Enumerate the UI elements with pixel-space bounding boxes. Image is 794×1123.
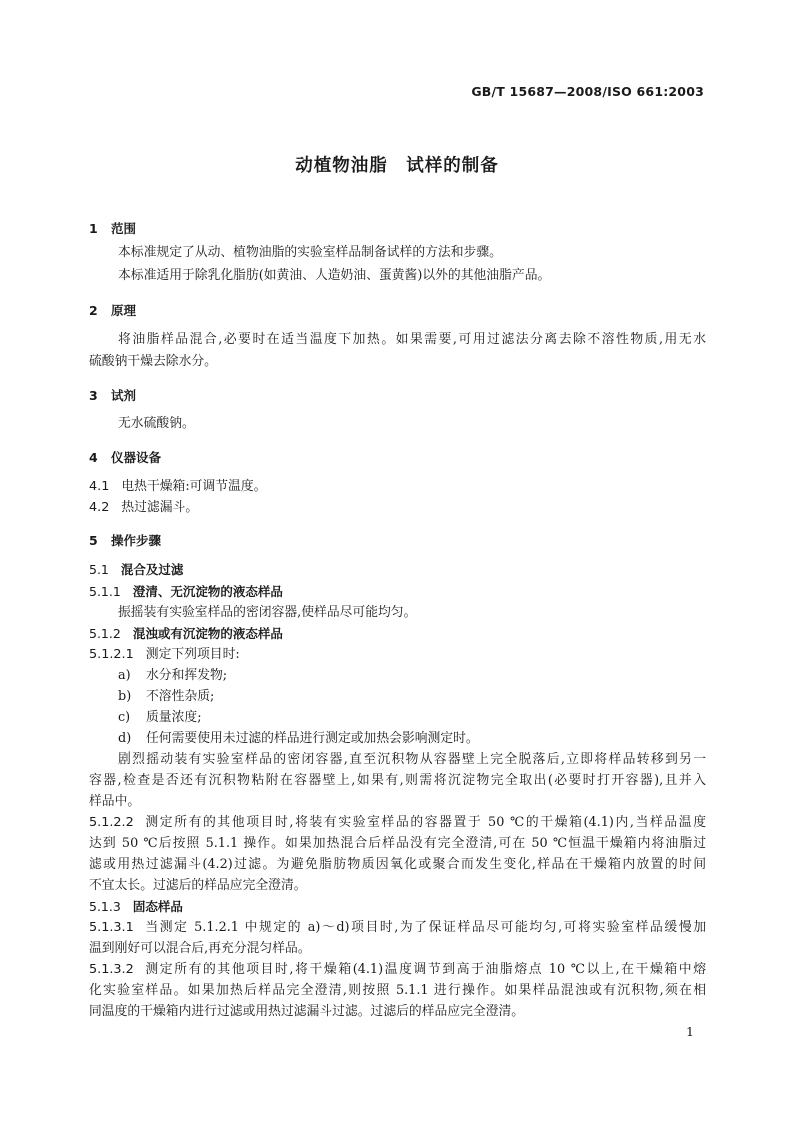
clause-5-1-2-1 [89,647,706,662]
section-number: 5 [89,533,98,548]
clause-5-1-2-2-line-1 [89,815,706,830]
clause-number: 5.1.1 [89,584,121,599]
clause-number: 4.2 [89,500,110,515]
section-1-paragraph-1: 本标准规定了从动、植物油脂的实验室样品制备试样的方法和步骤。 [118,245,502,260]
clause-title: 混合及过滤 [120,562,184,577]
list-label: c) [118,710,131,725]
clause-4-2 [89,500,706,515]
section-2-line-2: 硫酸钠干燥去除水分。 [89,354,217,369]
clause-text: 电热干燥箱:可调节温度。 [121,479,267,494]
list-item [118,731,735,746]
clause-title: 澄清、无沉淀物的液态样品 [132,584,283,599]
section-title: 范围 [111,221,137,236]
clause-5-1-2-2-line-2: 达到 50 ℃后按照 5.1.1 操作。如果加热混合后样品没有完全澄清,可在 50 ℃恒温干燥箱内将油脂过 [89,836,706,851]
clause-5-1-2-heading [89,626,706,641]
section-3-heading [89,386,136,404]
section-number: 3 [89,388,98,403]
list-text: 水分和挥发物; [146,668,228,683]
clause-title: 混浊或有沉淀物的液态样品 [132,626,283,641]
list-item [118,668,735,683]
section-2-heading [89,301,136,319]
list-item [118,710,735,725]
section-1-paragraph-2: 本标准适用于除乳化脂肪(如黄油、人造奶油、蛋黄酱)以外的其他油脂产品。 [118,268,551,283]
section-4-heading [89,448,161,466]
clause-number: 5.1.3.1 [89,920,134,935]
clause-5-1-3-2-line-2: 化实验室样品。如果加热后样品完全澄清,则按照 5.1.1 进行操作。如果样品混浊或有沉积物,须在相 [89,983,706,998]
section-number: 1 [89,221,98,236]
clause-text: 热过滤漏斗。 [121,500,199,515]
clause-5-1-heading [89,562,706,577]
section-3-paragraph: 无水硫酸钠。 [118,416,195,431]
list-text: 不溶性杂质; [146,689,215,704]
clause-5-1-2-1-line-2: 容器,检查是否还有沉积物粘附在容器壁上,如果有,则需将沉淀物完全取出(必要时打开容器),且并入 [89,773,706,788]
clause-5-1-1-paragraph: 振摇装有实验室样品的密闭容器,使样品尽可能均匀。 [118,605,417,620]
clause-5-1-2-1-line-1: 剧烈摇动装有实验室样品的密闭容器,直至沉积物从容器壁上完全脱落后,立即将样品转移到另一 [118,752,706,767]
list-label: d) [118,731,132,746]
clause-5-1-3-2-line-3: 同温度的干燥箱内进行过滤或用热过滤漏斗过滤。过滤后的样品应完全澄清。 [89,1004,525,1019]
clause-number: 5.1.2.2 [89,815,134,830]
section-title: 试剂 [111,388,137,403]
section-title: 操作步骤 [111,533,162,548]
clause-text: 测定所有的其他项目时,将装有实验室样品的容器置于 50 ℃的干燥箱(4.1)内,当样品温度 [143,815,706,830]
clause-5-1-3-heading [89,899,706,914]
list-text: 任何需要使用未过滤的样品进行测定或加热会影响测定时。 [146,731,479,746]
clause-title: 固态样品 [132,899,183,914]
document-title: 动植物油脂 试样的制备 [295,156,499,176]
section-title: 仪器设备 [111,450,162,465]
clause-number: 5.1.2 [89,626,121,641]
section-number: 2 [89,303,98,318]
clause-5-1-3-1-line-2: 温到刚好可以混合后,再充分混匀样品。 [89,941,311,956]
clause-number: 5.1 [89,562,109,577]
clause-number: 5.1.2.1 [89,647,134,662]
clause-5-1-2-1-line-3: 样品中。 [89,794,141,809]
section-number: 4 [89,450,98,465]
clause-5-1-2-2-line-3: 滤或用热过滤漏斗(4.2)过滤。为避免脂肪物质因氧化或聚合而发生变化,样品在干燥箱内放置的时间 [89,857,706,872]
list-label: b) [118,689,132,704]
clause-5-1-1-heading [89,584,706,599]
clause-5-1-2-2-line-4: 不宜太长。过滤后的样品应完全澄清。 [89,878,307,893]
clause-5-1-3-1-line-1 [89,920,706,935]
section-title: 原理 [111,303,137,318]
clause-4-1 [89,479,706,494]
page-number: 1 [686,1024,694,1039]
clause-text: 测定所有的其他项目时,将干燥箱(4.1)温度调节到高于油脂熔点 10 ℃以上,在干燥箱中熔 [143,962,706,977]
section-5-heading [89,531,161,549]
clause-text: 当测定 5.1.2.1 中规定的 a)～d)项目时,为了保证样品尽可能均匀,可将实验室样品缓慢加 [143,920,706,935]
list-text: 质量浓度; [146,710,202,725]
clause-number: 5.1.3 [89,899,121,914]
list-label: a) [118,668,131,683]
clause-number: 4.1 [89,479,110,494]
list-item [118,689,735,704]
clause-text: 测定下列项目时: [145,647,240,662]
section-1-heading [89,219,136,237]
section-2-line-1: 将油脂样品混合,必要时在适当温度下加热。如果需要,可用过滤法分离去除不溶性物质,用无水 [118,332,706,347]
standard-code-header: GB/T 15687—2008/ISO 661:2003 [471,84,704,99]
clause-5-1-3-2-line-1 [89,962,706,977]
clause-number: 5.1.3.2 [89,962,134,977]
